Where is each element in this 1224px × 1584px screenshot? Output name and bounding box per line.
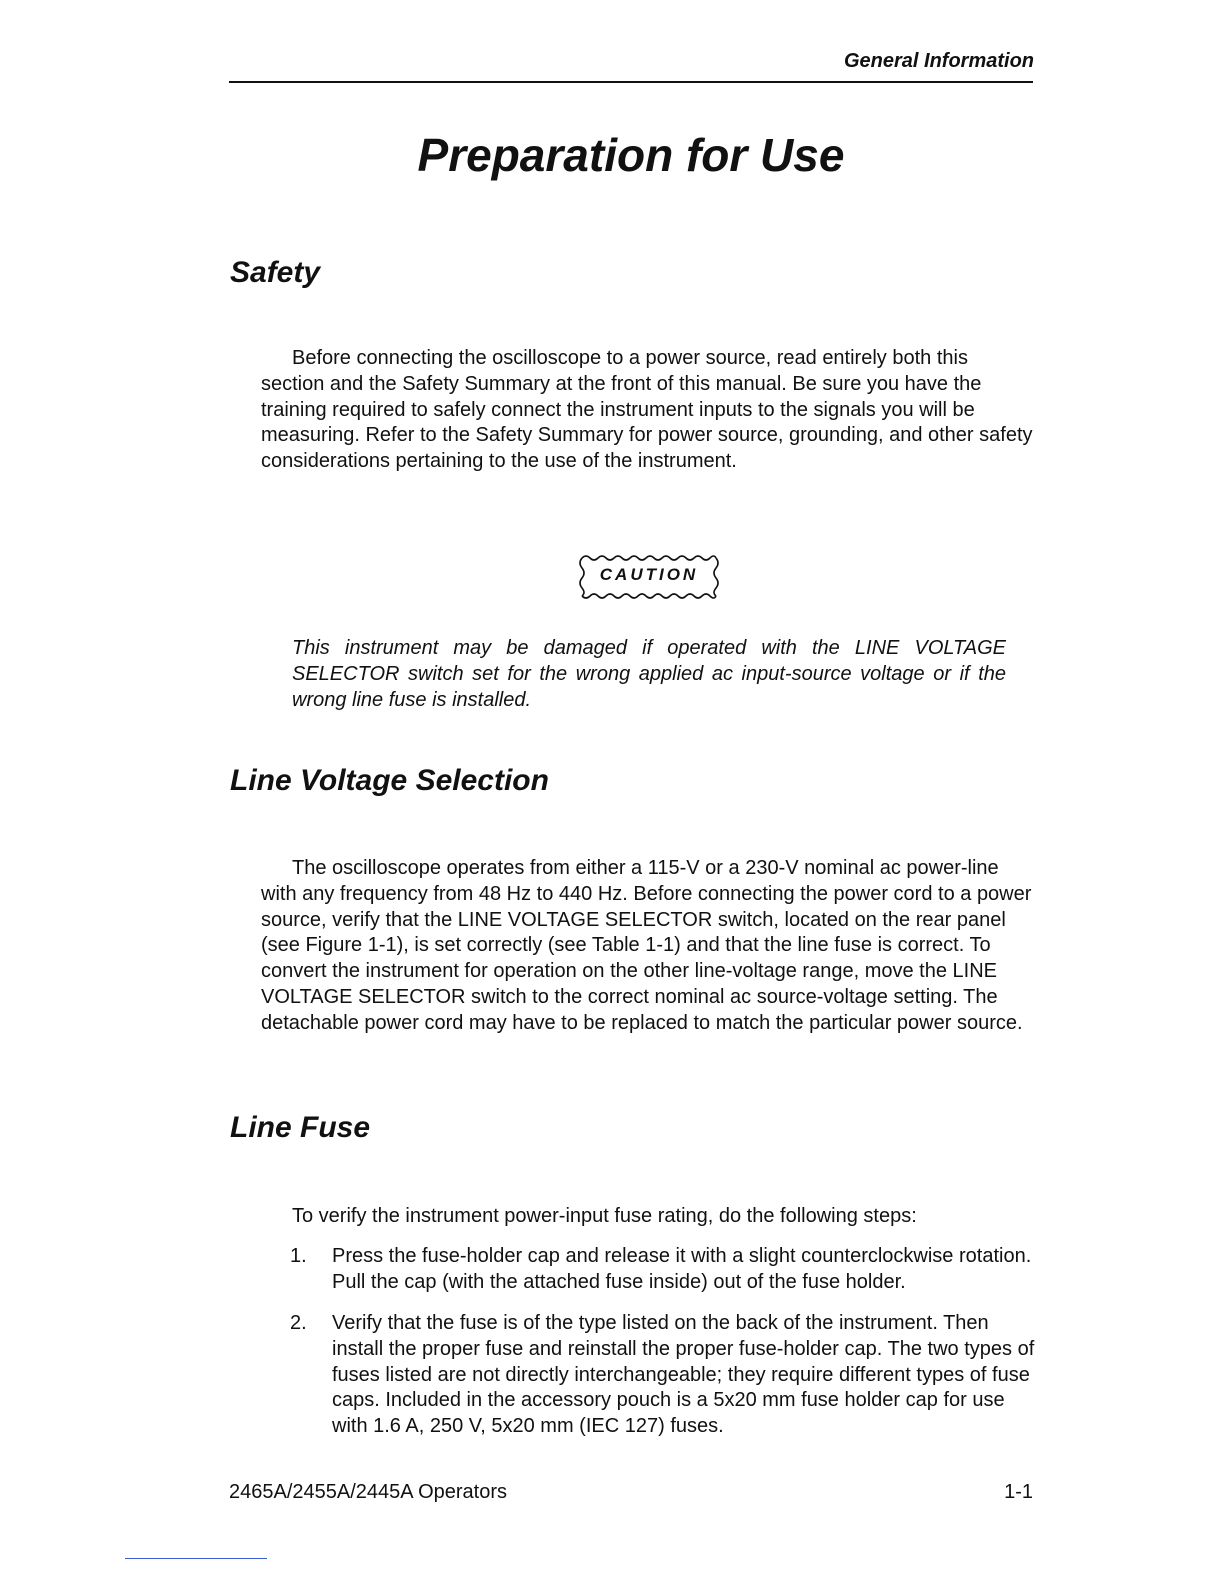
footer-manual-title: 2465A/2455A/2445A Operators — [229, 1481, 507, 1503]
line-fuse-intro: To verify the instrument power-input fuse rating, do the following steps: — [292, 1205, 917, 1227]
scan-underline — [125, 1558, 267, 1559]
header-rule — [229, 81, 1033, 83]
step-text: Verify that the fuse is of the type listed on the back of the instrument. Then install the proper fuse and reinstall the proper fuse-holder cap. The two types of fuses listed are not directly interchangeable; they require different types of fuse caps. Included in the accessory pouch is a 5x20 mm fuse holder cap for use with 1.6 A, 250 V, 5x20 mm (IEC 127) fuses. — [332, 1312, 1035, 1438]
list-item — [290, 1244, 1036, 1296]
step-number: 2. — [290, 1312, 307, 1334]
footer-page-number: 1-1 — [1004, 1481, 1033, 1503]
list-item — [290, 1311, 1036, 1440]
line-voltage-heading: Line Voltage Selection — [230, 764, 549, 797]
caution-label: CAUTION — [599, 565, 699, 584]
running-header: General Information — [843, 50, 1034, 72]
line-voltage-paragraph-text: The oscilloscope operates from either a 115-V or a 230-V nominal ac power-line with any frequency from 48 Hz to 440 Hz. Before connecting the power cord to a power source, verify that the LINE VOLTAGE SELECTOR switch, located on the rear panel (see Figure 1-1), is set correctly (see Table 1-1) and that the line fuse is correct. To convert the instrument for operation on the other line-voltage range, move the LINE VOLTAGE SELECTOR switch to the correct nominal ac source-voltage setting. The detachable power cord may have to be replaced to match the particular power source. — [261, 857, 1032, 1034]
safety-paragraph — [261, 346, 1036, 475]
step-number: 1. — [290, 1245, 307, 1267]
safety-heading: Safety — [230, 256, 321, 289]
caution-text: This instrument may be damaged if operated with the LINE VOLTAGE SELECTOR switch set for the wrong applied ac input-source voltage or if the wrong line fuse is installed. — [292, 637, 1006, 711]
caution-box — [577, 552, 721, 600]
line-voltage-paragraph — [261, 856, 1036, 1037]
line-fuse-heading: Line Fuse — [230, 1111, 371, 1144]
safety-paragraph-text: Before connecting the oscilloscope to a power source, read entirely both this section and the Safety Summary at the front of this manual. Be sure you have the training required to safely connect the instrument inputs to the signals you will be measuring. Refer to the Safety Summary for power source, grounding, and other safety considerations pertaining to the use of the instrument. — [261, 347, 1033, 473]
step-text: Press the fuse-holder cap and release it with a slight counterclockwise rotation. Pull the cap (with the attached fuse inside) out of the fuse holder. — [332, 1245, 1032, 1293]
page-title: Preparation for Use — [417, 129, 845, 181]
